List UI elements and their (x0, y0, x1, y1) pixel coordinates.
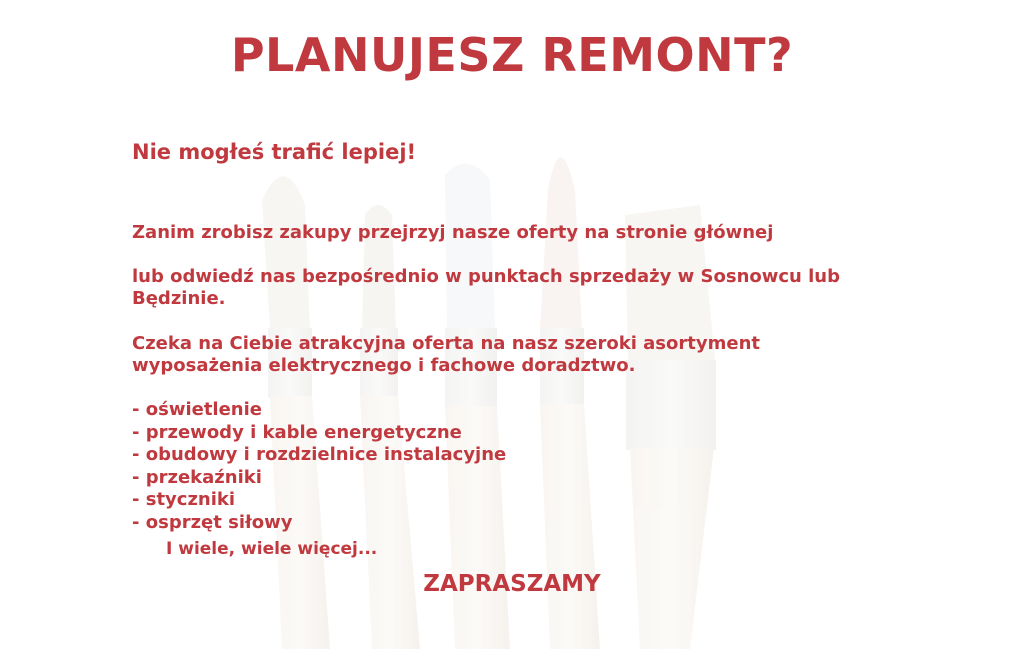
subheading: Nie mogłeś trafić lepiej! (132, 140, 417, 164)
list-item: - osprzęt siłowy (132, 511, 293, 533)
product-list (132, 399, 506, 534)
list-item: - styczniki (132, 489, 236, 510)
and-more-text: I wiele, wiele więcej... (166, 539, 378, 559)
paragraph-offers: Zanim zrobisz zakupy przejrzyj nasze oferty na stronie głównej (132, 222, 774, 243)
page-title: PLANUJESZ REMONT? (230, 28, 794, 82)
list-item: - oświetlenie (132, 399, 262, 420)
list-item: - przewody i kable energetyczne (132, 421, 462, 443)
invite-cta: ZAPRASZAMY (423, 571, 601, 597)
paragraph-visit-us-line-2: Będzinie. (132, 288, 226, 309)
paragraph-offer-details-line-1: Czeka na Ciebie atrakcyjna oferta na nasz szeroki asortyment (132, 333, 760, 354)
list-item: - przekaźniki (132, 466, 262, 488)
list-item: - obudowy i rozdzielnice instalacyjne (132, 444, 507, 465)
paragraph-visit-us-line-1: lub odwiedź nas bezpośrednio w punktach sprzedaży w Sosnowcu lub (132, 266, 841, 287)
paragraph-offer-details (132, 333, 760, 377)
paragraph-offer-details-line-2: wyposażenia elektrycznego i fachowe doradztwo. (132, 355, 636, 376)
paragraph-visit-us (132, 266, 840, 310)
